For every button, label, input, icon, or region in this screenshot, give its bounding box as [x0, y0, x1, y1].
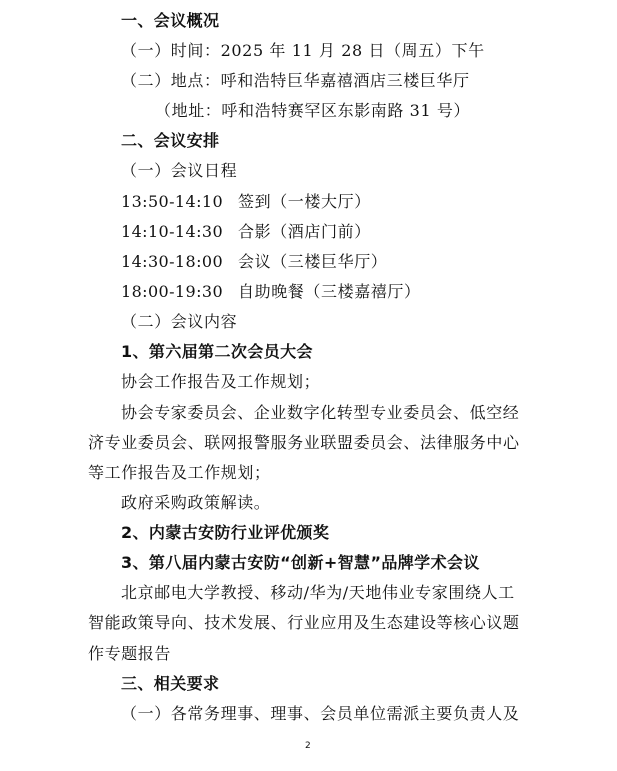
section-heading-arrangement: 二、会议安排 [121, 131, 220, 150]
paragraph-line: 北京邮电大学教授、移动/华为/天地伟业专家围绕人工 [121, 583, 515, 602]
meeting-time: （一）时间：2025 年 11 月 28 日（周五）下午 [121, 41, 485, 60]
paragraph: 政府采购政策解读。 [121, 493, 271, 512]
section-heading-overview: 一、会议概况 [121, 11, 220, 30]
section-heading-requirements: 三、相关要求 [121, 674, 220, 693]
paragraph-line: 济专业委员会、联网报警服务业联盟委员会、法律服务中心 [88, 433, 520, 452]
paragraph-line: 作专题报告 [88, 644, 172, 663]
schedule-time: 14:30-18:00 [121, 252, 224, 271]
paragraph-line: 等工作报告及工作规划； [88, 463, 271, 482]
schedule-time: 14:10-14:30 [121, 222, 224, 241]
item-heading-1: 1、第六届第二次会员大会 [121, 342, 313, 361]
page-number: 2 [305, 741, 311, 751]
paragraph-line: （一）各常务理事、理事、会员单位需派主要负责人及 [121, 704, 520, 723]
schedule-activity: 合影（酒店门前） [238, 222, 371, 241]
schedule-time: 18:00-19:30 [121, 282, 224, 301]
meeting-address: （地址：呼和浩特赛罕区东影南路 31 号） [155, 101, 471, 120]
schedule-activity: 会议（三楼巨华厅） [238, 252, 388, 271]
paragraph-line: 智能政策导向、技术发展、行业应用及生态建设等核心议题 [88, 613, 520, 632]
paragraph-line: 协会专家委员会、企业数字化转型专业委员会、低空经 [121, 403, 520, 422]
paragraph: 协会工作报告及工作规划； [121, 372, 321, 391]
item-heading-3: 3、第八届内蒙古安防“创新+智慧”品牌学术会议 [121, 553, 480, 572]
schedule-activity: 签到（一楼大厅） [238, 192, 371, 211]
schedule-time: 13:50-14:10 [121, 192, 224, 211]
item-heading-2: 2、内蒙古安防行业评优颁奖 [121, 523, 330, 542]
meeting-place: （二）地点：呼和浩特巨华嘉禧酒店三楼巨华厅 [121, 71, 470, 90]
schedule-activity: 自助晚餐（三楼嘉禧厅） [238, 282, 421, 301]
subheading-schedule: （一）会议日程 [121, 161, 238, 180]
subheading-content: （二）会议内容 [121, 312, 238, 331]
